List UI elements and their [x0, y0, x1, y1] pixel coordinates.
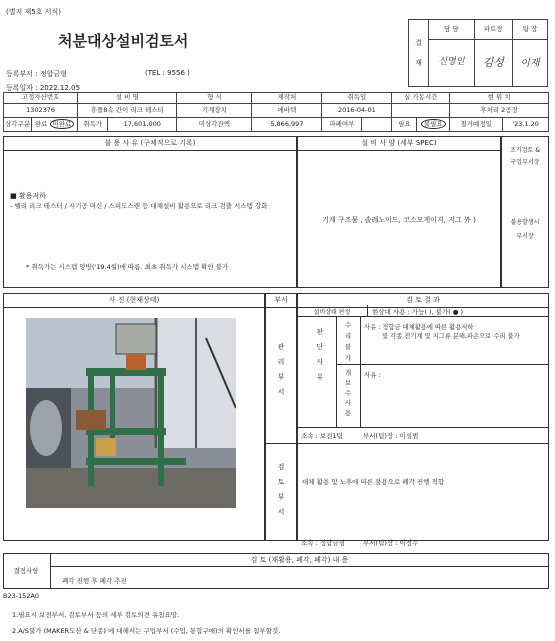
- hdr-asset-no: 고정자산번호: [4, 93, 78, 104]
- approval-table: [408, 19, 548, 87]
- reg-dept: 등록부서 : 정합금형: [6, 70, 67, 78]
- val-location: 후처리 2공장: [450, 104, 549, 118]
- hdr-equip-name: 설 비 명: [78, 93, 177, 104]
- lbl-status: 상각구분: [4, 118, 32, 132]
- repair-label: 수리불가: [344, 321, 352, 362]
- note-1: 조기검토 &: [510, 147, 540, 154]
- tel: (TEL : 9556 ): [145, 69, 190, 77]
- lbl-need: 필요: [392, 118, 417, 132]
- reason-header: 불 용 사 유 (구체적으로 기록): [3, 138, 297, 151]
- check-sign: 소속 : 정합금형: [301, 539, 345, 547]
- doc-code: B23-152A0: [3, 592, 40, 600]
- val-asset-no: 1302376: [4, 104, 78, 118]
- manage-head: 부서(팀)장 : 이성범: [363, 432, 419, 440]
- note-3: 불용발생시: [510, 219, 540, 226]
- val-maker: 에바텍: [252, 104, 322, 118]
- val-undep: 5,866,997: [252, 118, 322, 132]
- decision-label: 결정사항: [13, 567, 39, 575]
- val-equip-name: 휴플8속 간이 리크 테스터: [78, 104, 177, 118]
- reason-bullet: ■ 활용저하: [10, 192, 46, 200]
- dept-column-header: 부서: [265, 295, 297, 308]
- equipment-photo: [26, 318, 236, 508]
- info-table: [3, 92, 549, 132]
- repair-text-2: 및 각종 전기계 및 지그류 분해,파손으로 수리 불가: [382, 333, 520, 340]
- hdr-type: 형 식: [177, 93, 252, 104]
- signature-part-leader: 김성: [474, 40, 512, 87]
- judge-label: 판단사유: [316, 328, 324, 381]
- spec-header: 설 비 사 양 (세부 SPEC): [297, 138, 501, 151]
- role-staff: 담 당: [429, 20, 475, 40]
- manage-dept-label: 관리부서: [277, 343, 285, 396]
- approval-label: 결: [415, 39, 422, 47]
- retrofit-label: 개보수사용: [344, 369, 352, 417]
- approval-label-2: 재: [415, 59, 422, 67]
- form-number: (별지 제5호 서식): [6, 8, 61, 16]
- manage-sign: 소속 : 보전1팀: [301, 432, 343, 440]
- spec-section: [297, 136, 501, 288]
- val-acq: 17,601,000: [108, 118, 177, 132]
- hdr-location: 현 위 치: [450, 93, 549, 104]
- val-type: 기계장치: [177, 104, 252, 118]
- condition-label: 설비상태 판정: [313, 309, 351, 316]
- hdr-acq-date: 취득일: [322, 93, 392, 104]
- note-line-1: 1.필요시 보전부서, 검토부서 등의 세부 검토의견 유첨요망.: [12, 611, 180, 619]
- decision-text: 폐각 진행 후 폐각 추진: [62, 577, 127, 585]
- signature-team-leader: 이재: [512, 40, 547, 87]
- note-2: 구입부서장: [510, 159, 540, 166]
- check-text: 대체 활용 및 노후에 따른 불용으로 폐각 진행 적합: [302, 478, 445, 486]
- lbl-undep: 미상각잔액: [177, 118, 252, 132]
- photo-header: 사 진 (현재상태): [3, 295, 265, 308]
- val-unneeded: 불필요: [421, 119, 446, 129]
- lbl-deadline: 철거예정일: [450, 118, 503, 132]
- check-head: 부서(팀)장 : 이정수: [363, 539, 419, 547]
- spec-text: 기계 구조물 , 솔레노이드, 코스모게이지, 지그 外 ): [322, 216, 476, 224]
- status-done: 완료: [34, 119, 48, 128]
- reason-text: - 웰리 리크 테스터 / 시기공 머신 / 스피도스캔 등 대체설비 활용으로 리크 검출 시스템 강화: [10, 202, 268, 210]
- retrofit-text: 사유 :: [364, 371, 381, 379]
- role-part-leader: 파트장: [474, 20, 512, 40]
- note-4: 부서장: [516, 233, 534, 240]
- hdr-maker: 제작처: [252, 93, 322, 104]
- role-team-leader: 팀 장: [512, 20, 547, 40]
- reg-date: 등록일자 : 2022.12.05: [6, 84, 80, 92]
- note-line-2: 2.A/S불가 (MAKER도산 & 단종) 에 대해서는 구입부서 (수입, 통합구매)의 확인서를 첨부할것.: [12, 627, 281, 635]
- val-runtime: [392, 104, 450, 118]
- review-header: 검 토 결 과: [297, 295, 549, 308]
- reason-note: * 취득가는 시스템 양방('19.4월)에 따름. 최초 취득가 시스템 확인 불가: [26, 263, 229, 271]
- val-deadline: '23.1.20: [503, 118, 549, 132]
- page-title: 처분대상설비검토서: [58, 32, 189, 50]
- signature-staff: 신명인: [429, 40, 475, 87]
- val-acq-date: 2016-04-01: [322, 104, 392, 118]
- lbl-acq: 취득가: [78, 118, 108, 132]
- status-incomplete: 미완료: [50, 119, 75, 129]
- check-dept-label: 검토부서: [277, 463, 285, 516]
- lbl-broken: 파폐여부: [322, 118, 362, 132]
- hdr-runtime: 실 가동시간: [392, 93, 450, 104]
- repair-text: 사유 : 정합금 대체활용에 따른 활용저하: [364, 324, 474, 331]
- condition-text: 현상대 사용 : 가능( ), 불가( ● ): [372, 308, 464, 316]
- final-header: 검 토 (재활용, 폐각, 폐각) 내 용: [50, 555, 549, 567]
